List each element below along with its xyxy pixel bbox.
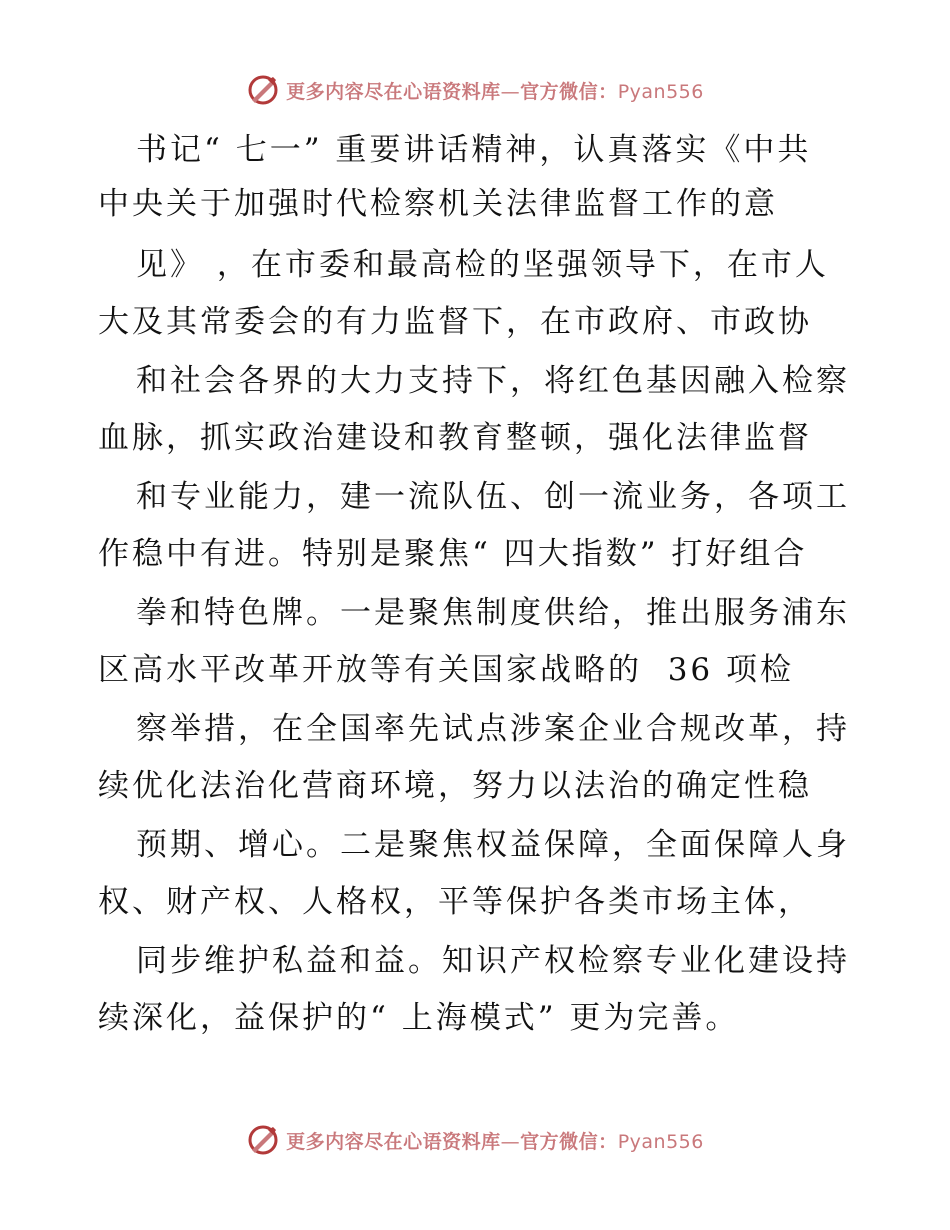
pen-logo-icon bbox=[246, 1123, 280, 1157]
body-line-8: 作稳中有进。特别是聚焦“ 四大指数” 打好组合 bbox=[98, 536, 808, 572]
body-line-1: 书记“ 七一” 重要讲话精神，认真落实《中共 bbox=[136, 132, 812, 168]
header-banner-content bbox=[246, 73, 704, 107]
body-line-15: 同步维护私益和益。知识产权检察专业化建设持 bbox=[136, 943, 850, 979]
header-banner-text bbox=[286, 77, 704, 104]
body-line-6: 血脉，抓实政治建设和教育整顿，强化法律监督 bbox=[98, 420, 812, 456]
body-line-10: 区高水平改革开放等有关国家战略的 36 项检 bbox=[98, 652, 795, 688]
footer-banner-dash: — bbox=[500, 1130, 521, 1153]
body-line-4: 大及其常委会的有力监督下，在市政府、市政协 bbox=[98, 304, 812, 340]
footer-banner-text bbox=[286, 1127, 704, 1154]
body-line-12: 续优化法治化营商环境，努力以法治的确定性稳 bbox=[98, 768, 812, 804]
footer-banner-label: 官方微信： bbox=[520, 1130, 618, 1153]
header-banner-id: Pyan556 bbox=[617, 80, 704, 103]
body-line-5: 和社会各界的大力支持下，将红色基因融入检察 bbox=[136, 363, 850, 399]
body-line-2: 中央关于加强时代检察机关法律监督工作的意 bbox=[98, 186, 778, 222]
body-line-14: 权、财产权、人格权，平等保护各类市场主体， bbox=[98, 884, 812, 920]
footer-banner bbox=[0, 1120, 950, 1160]
header-banner-label: 官方微信： bbox=[520, 80, 618, 103]
header-banner-main: 更多内容尽在心语资料库 bbox=[286, 80, 501, 103]
body-line-3: 见》 ，在市委和最高检的坚强领导下，在市人 bbox=[136, 247, 829, 283]
pen-logo-icon bbox=[246, 73, 280, 107]
body-line-9: 拳和特色牌。一是聚焦制度供给，推出服务浦东 bbox=[136, 595, 850, 631]
body-line-16: 续深化，益保护的“ 上海模式” 更为完善。 bbox=[98, 1000, 740, 1036]
body-line-13: 预期、增心。二是聚焦权益保障，全面保障人身 bbox=[136, 827, 850, 863]
body-line-7: 和专业能力，建一流队伍、创一流业务，各项工 bbox=[136, 479, 850, 515]
footer-banner-main: 更多内容尽在心语资料库 bbox=[286, 1130, 501, 1153]
footer-banner-content bbox=[246, 1123, 704, 1157]
footer-banner-id: Pyan556 bbox=[617, 1130, 704, 1153]
body-line-11: 察举措，在全国率先试点涉案企业合规改革，持 bbox=[136, 711, 850, 747]
header-banner-dash: — bbox=[500, 80, 521, 103]
header-banner bbox=[0, 70, 950, 110]
